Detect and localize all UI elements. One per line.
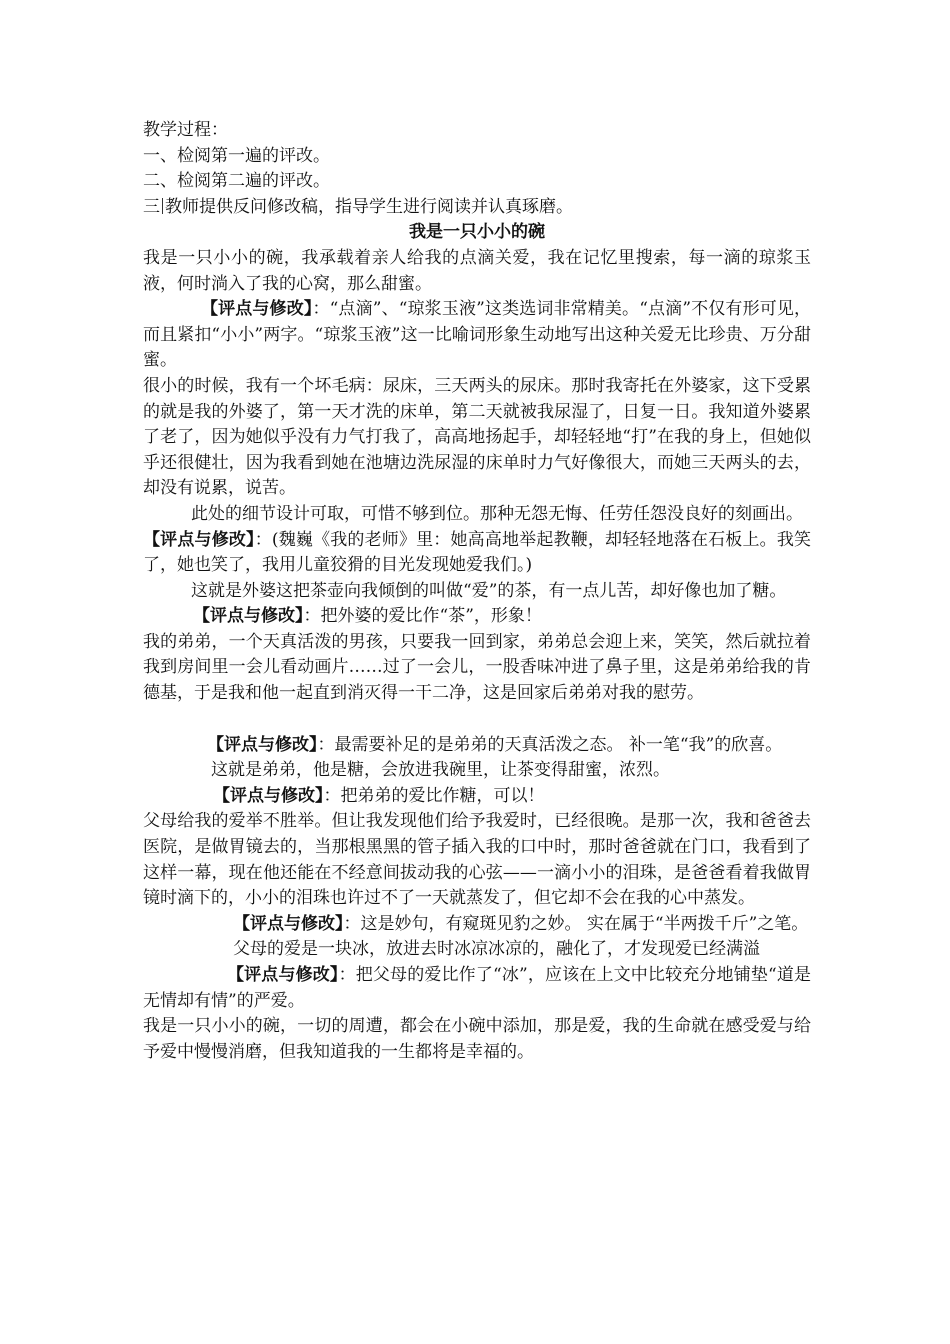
comment-text: ：把弟弟的爱比作糖，可以！ [323,785,545,806]
cursor-mark [162,198,163,214]
essay-paragraph-7: 父母的爱是一块冰，放进去时冰凉冰凉的，融化了，才发现爱已经满溢 [233,939,760,960]
comment-3 [143,604,811,630]
step-3-text: 教师提供反问修改稿，指导学生进行阅读并认真琢磨。 [165,196,573,217]
essay-paragraph-4: 我的弟弟，一个天真活泼的男孩，只要我一回到家，弟弟总会迎上来，笑笑，然后就拉着我到房间里一会儿看动画片……过了一会儿，一股香味冲进了鼻子里，这是弟弟给我的肯德基，于是我和他一起直到消灭得一干二净，这是回家后弟弟对我的慰劳。 [143,631,811,704]
comment-label: 【评点与修改】 [201,299,313,320]
comment-label: 【评点与修改】 [227,965,339,985]
step-3-number: 三 [143,196,160,217]
essay-paragraph-6: 父母给我的爱举不胜举。但让我发现他们给予我爱时，已经很晚。是那一次，我和爸爸去医院，是做胃镜去的，当那根黑黑的管子插入我的口中时，那时爸爸就在门口，我看到了这样一幕，现在他还能在不经意间拔动我的心弦——一滴小小的泪珠，是爸爸看着我做胃镜时滴下的，小小的泪珠也许过不了一天就蒸发了，但它却不会在我的心中蒸发。 [143,811,811,909]
comment-label: 【评点与修改】 [143,529,255,550]
essay-title: 我是一只小小的碗 [409,222,545,243]
comment-label: 【评点与修改】 [213,785,324,806]
process-heading: 教学过程： [143,120,228,140]
comment-5 [143,784,811,810]
document-page [143,118,811,1065]
comment-text: ：把父母的爱比作了“冰”，应该在上文中比较充分地铺垫“道是无情却有情”的严爱。 [143,965,812,1011]
comment-7 [143,963,811,1014]
step-1: 一、检阅第一遍的评改。 [143,145,330,166]
comment-text: ：(魏巍《我的老师》里：她高高地举起教鞭，却轻轻地落在石板上。我笑了，她也笑了，我用儿童狡猾的目光发现她爱我们。) [143,529,811,576]
step-3 [143,195,811,221]
comment-label: 【评点与修改】 [193,606,304,627]
essay-paragraph-1: 我是一只小小的碗，我承载着亲人给我的点滴关爱，我在记忆里搜索，每一滴的琼浆玉液，何时淌入了我的心窝，那么甜蜜。 [143,247,811,294]
comment-1 [143,297,811,374]
comment-text: ：最需要补足的是弟弟的天真活泼之态。 补一笔“我”的欣喜。 [317,734,783,755]
essay-paragraph-8: 我是一只小小的碗，一切的周遭，都会在小碗中添加，那是爱，我的生命就在感受爱与给予爱中慢慢消磨，但我知道我的一生都将是幸福的。 [143,1016,811,1062]
comment-text: ：把外婆的爱比作“茶”，形象！ [303,606,542,627]
comment-text: ：“点滴”、“琼浆玉液”这类选词非常精美。“点滴”不仅有形可见，而且紧扣“小小”两字。“琼浆玉液”这一比喻词形象生动地写出这种关爱无比珍贵、万分甜蜜。 [143,299,811,371]
comment-2-intro: 此处的细节设计可取，可惜不够到位。那种无怨无悔、任劳任怨没良好的刻画出。 [191,503,803,524]
essay-paragraph-3: 这就是外婆这把茶壶向我倾倒的叫做“爱”的茶，有一点儿苦，却好像也加了糖。 [191,580,787,601]
essay-paragraph-2: 很小的时候，我有一个坏毛病：尿床，三天两头的尿床。那时我寄托在外婆家，这下受累的就是我的外婆了，第一天才洗的床单，第二天就被我尿湿了，日复一日。我知道外婆累了老了，因为她似乎没有力气打我了，高高地扬起手，却轻轻地“打”在我的身上，但她似乎还很健壮，因为我看到她在池塘边洗尿湿的床单时力气好像很大，而她三天两头的去，却没有说累，说苦。 [143,375,811,499]
comment-label: 【评点与修改】 [207,734,318,755]
step-2: 二、检阅第二遍的评改。 [143,171,330,192]
blank-line [143,707,811,733]
comment-label: 【评点与修改】 [233,913,344,934]
comment-4 [143,733,811,759]
comment-2 [143,528,811,579]
essay-paragraph-5: 这就是弟弟，他是糖，会放进我碗里，让茶变得甜蜜，浓烈。 [211,760,670,781]
comment-text: ：这是妙句，有窥斑见豹之妙。 实在属于“半两拨千斤”之笔。 [343,913,809,934]
comment-6 [143,912,811,938]
